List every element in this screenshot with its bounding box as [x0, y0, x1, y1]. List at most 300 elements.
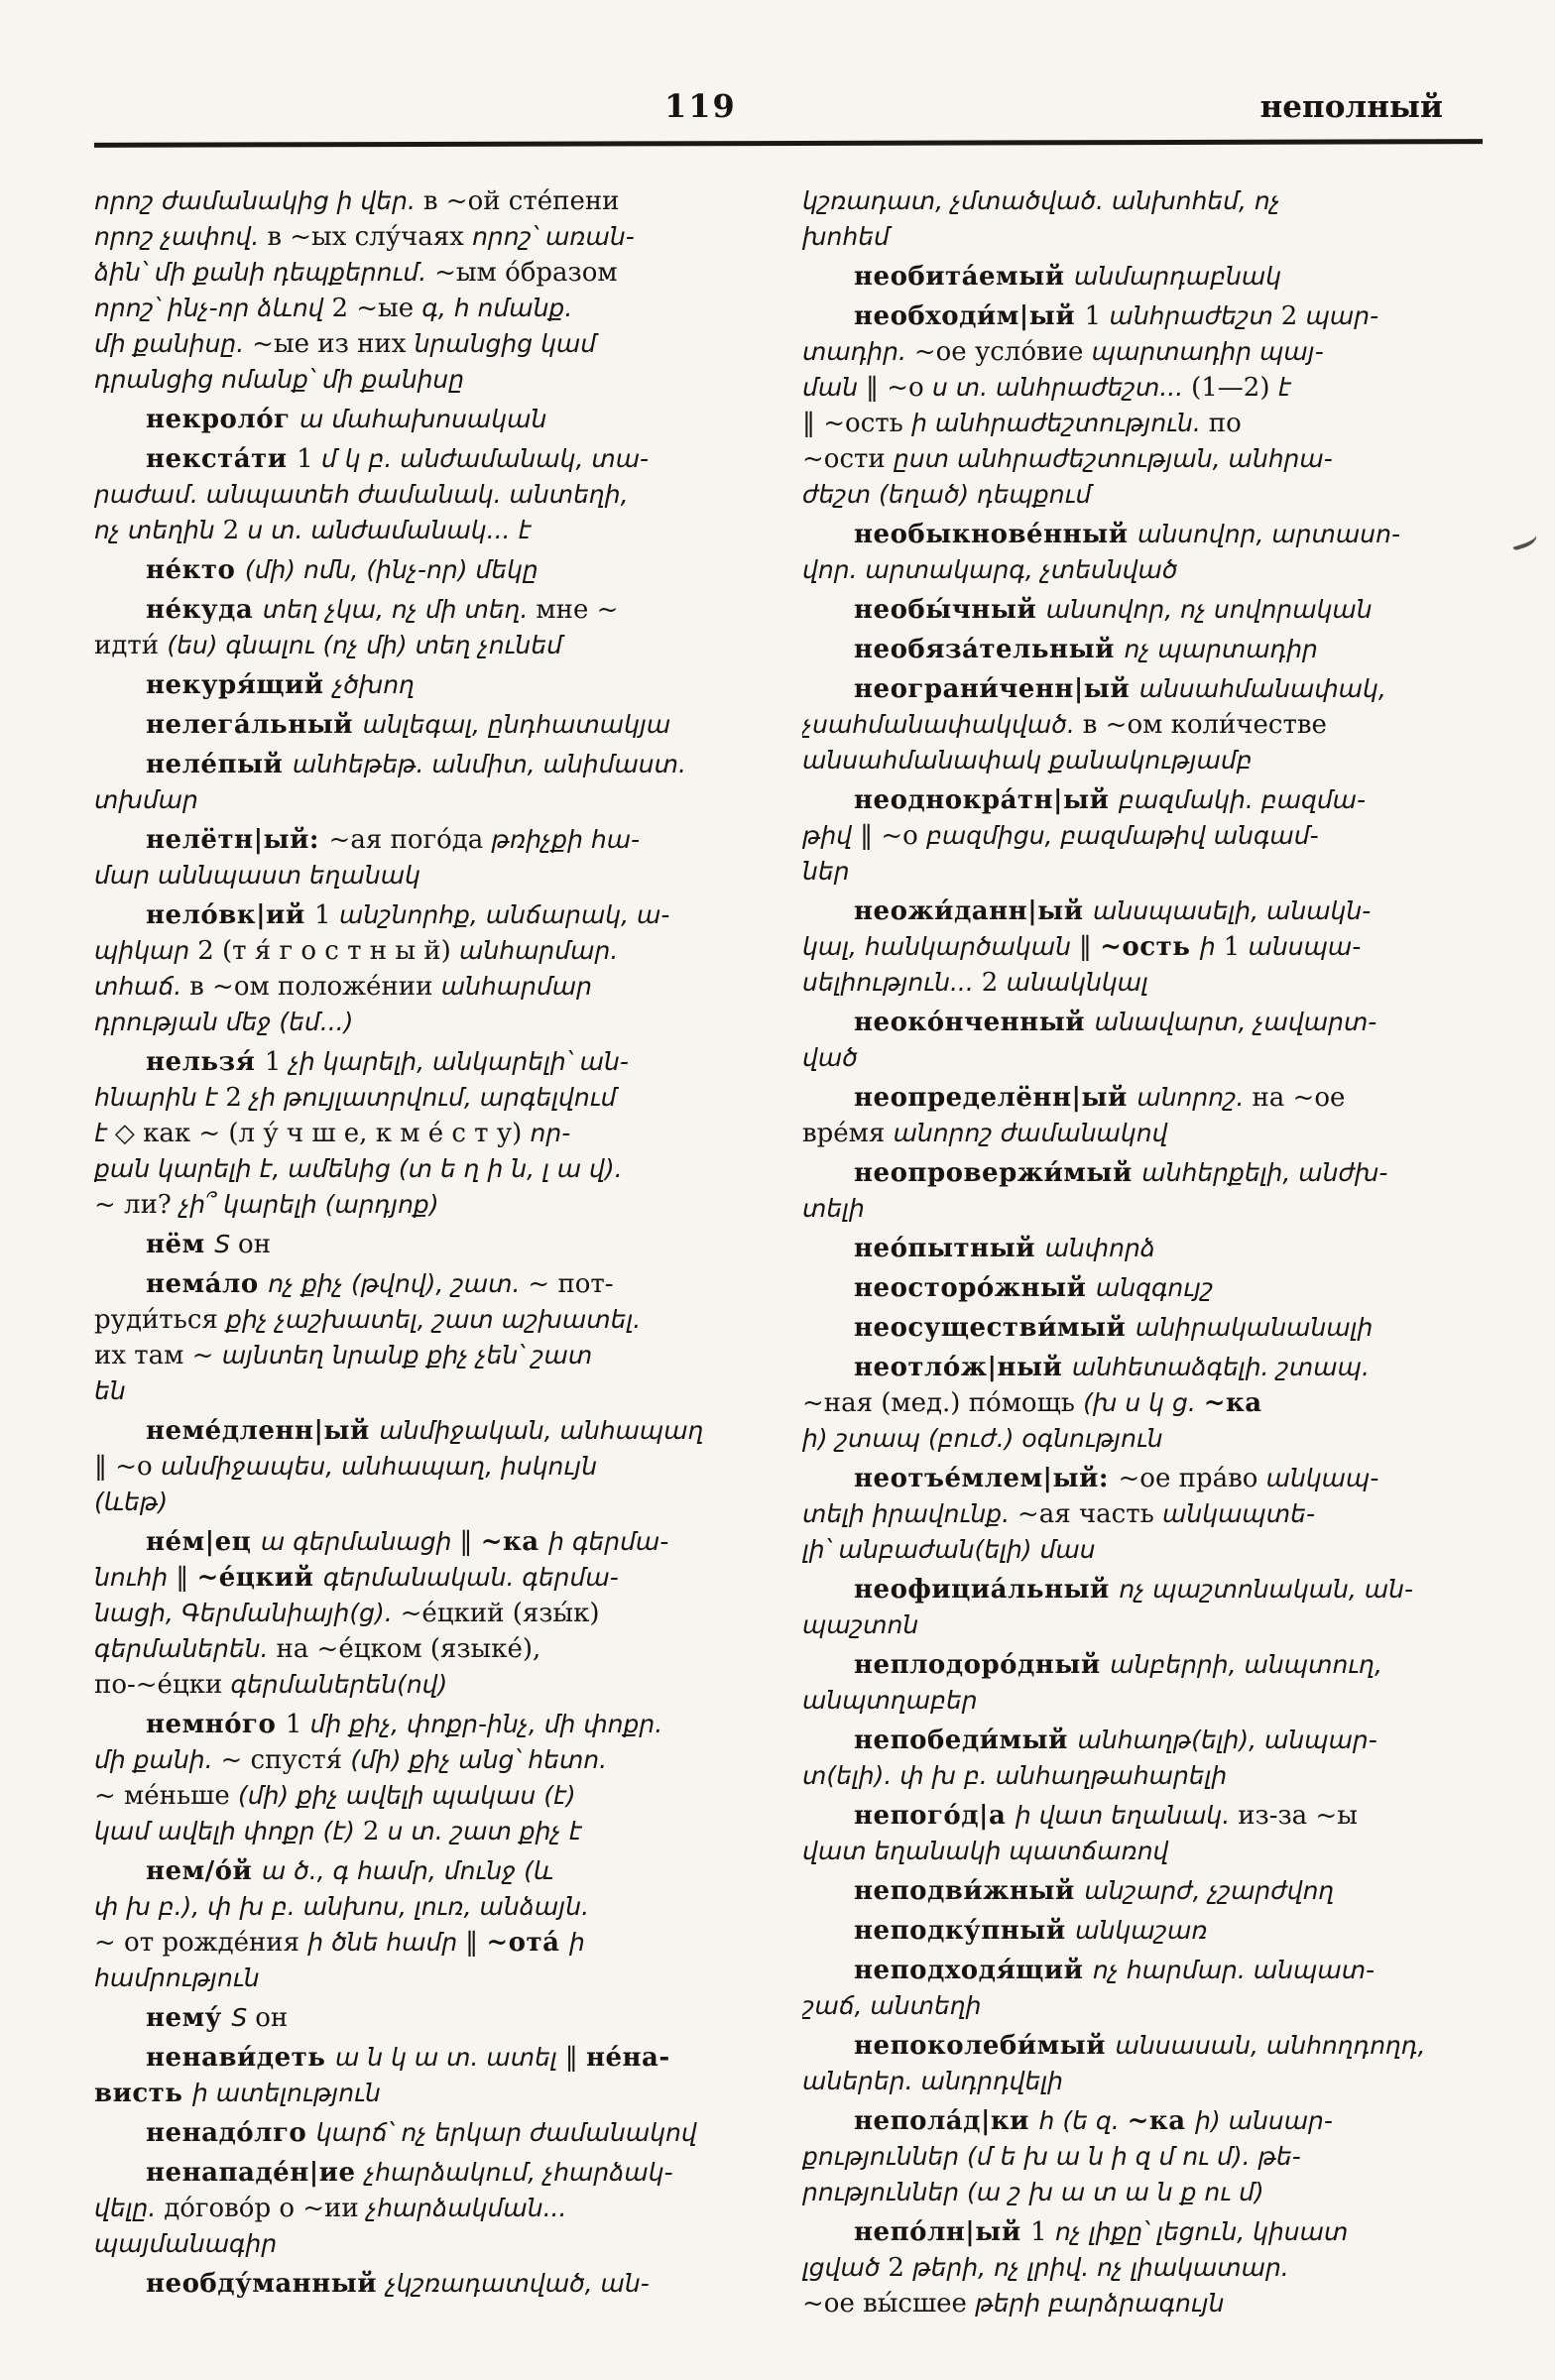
dict-line [802, 370, 1483, 406]
armenian-text: անհերքելի, անժխ- [1141, 1158, 1388, 1187]
armenian-text: մի քանի. [94, 1745, 221, 1774]
headword: необита́емый [854, 262, 1075, 292]
armenian-text: անլեգալ, ընդհատակյա [362, 710, 671, 739]
armenian-text: պայմանագիր [94, 2229, 278, 2258]
armenian-text: (մի) քիչ անց՝ հետո. [350, 1745, 608, 1774]
dict-line [802, 1270, 1483, 1306]
armenian-text: տեղ չկա, ոչ մի տեղ. [262, 595, 537, 624]
dict-line [802, 1155, 1483, 1191]
headword: нело́вк|ий [146, 900, 315, 930]
armenian-text: դրանցից ոմանք՝ մի քանիսը [94, 365, 465, 394]
russian-text: 1 [297, 444, 321, 474]
armenian-text: քան կարելի է, ամենից (տ ե ղ ի ն, լ ա վ). [94, 1154, 623, 1183]
dict-line [94, 2266, 761, 2302]
headword: нема́ло [146, 1269, 269, 1299]
armenian-text: ըստ անհրաժեշտության, անհրա- [893, 444, 1333, 473]
russian-text: на ~ое [1252, 1083, 1346, 1113]
dict-line [94, 2155, 761, 2191]
dict-line [94, 2191, 761, 2226]
dict-line [94, 592, 761, 628]
headword: нельзя́ [146, 1047, 265, 1077]
russian-text: 2 [362, 1817, 388, 1846]
dict-line [94, 1631, 761, 1667]
armenian-text: րաժամ. անպատեհ ժամանակ. անտեղի, [94, 480, 629, 509]
column-left [94, 183, 761, 2321]
dict-line [802, 632, 1483, 667]
headword: ~ота́ [486, 1928, 570, 1958]
armenian-text: տխմար [94, 785, 198, 814]
russian-text: в ~ом положе́нии [189, 972, 441, 1002]
headword: неограни́ченн|ый [854, 674, 1139, 704]
armenian-text: սելիություն... [802, 968, 982, 997]
dict-line [802, 2064, 1483, 2099]
armenian-text: նրանցից կամ [414, 329, 597, 358]
russian-text: ‖ ~о [860, 821, 927, 851]
dict-line [802, 1461, 1483, 1496]
armenian-text: դրության մեջ (եմ...) [94, 1008, 354, 1036]
armenian-text: պիկար [94, 936, 198, 965]
russian-text: по-~е́цки [94, 1670, 231, 1700]
dict-line [802, 592, 1483, 628]
armenian-text: անհրաժեշտ [1109, 301, 1281, 330]
russian-text: руди́ться [94, 1305, 227, 1335]
russian-text: ~ое пра́во [1118, 1464, 1266, 1493]
russian-text: идти́ [94, 631, 168, 660]
dict-line [94, 747, 761, 782]
dict-line [802, 1385, 1483, 1421]
dict-line [802, 1572, 1483, 1607]
armenian-text: չի՞ կարելի (արդյոք) [179, 1190, 439, 1219]
armenian-text: ի) շտապ (բուժ.) օգնություն [802, 1424, 1163, 1453]
armenian-text: անհարմար. [459, 936, 619, 965]
armenian-text: հնարին է [94, 1083, 226, 1112]
dict-line [802, 671, 1483, 707]
armenian-text: մար աննպաստ եղանակ [94, 861, 420, 890]
dict-line [802, 893, 1483, 929]
dict-line [94, 477, 761, 513]
armenian-text: (ևեթ) [94, 1488, 169, 1516]
armenian-text: նացի, Գերմանիայի(ց). [94, 1599, 401, 1627]
armenian-text: տադիր. [802, 337, 914, 366]
russian-text: ‖ [176, 1563, 197, 1593]
armenian-text: հ (ե զ. [1038, 2106, 1128, 2135]
russian-text: ~ спустя́ [220, 1745, 351, 1775]
armenian-text: գերմանական. գերմա- [322, 1563, 619, 1592]
headword: неподходя́щий [854, 1956, 1093, 1985]
dict-line [94, 1814, 761, 1849]
armenian-text: S [214, 1230, 239, 1258]
dict-line [94, 183, 761, 219]
armenian-text: կշռադատ, չմտածված. անխոհեմ, ոչ [802, 186, 1280, 215]
russian-text: 1 [314, 900, 339, 930]
russian-text: ~ от рожде́ния [94, 1928, 308, 1958]
headword: необходи́м|ый [854, 301, 1085, 331]
page-header [94, 87, 1483, 133]
russian-text: ‖ [564, 2043, 586, 2073]
russian-text: ~ пот- [528, 1269, 614, 1299]
russian-text: ‖ [465, 1928, 487, 1958]
russian-text: 2 [225, 1083, 251, 1113]
headword: ненави́деть [146, 2043, 335, 2073]
armenian-text: ի գերմա- [548, 1527, 669, 1556]
russian-text: ~ым о́бразом [434, 258, 618, 288]
armenian-text: ի վատ եղանակ. [1015, 1801, 1239, 1830]
armenian-text: անակնկալ [1006, 968, 1148, 997]
dict-line [802, 1953, 1483, 1988]
armenian-text: չհարձակման... [366, 2194, 567, 2222]
armenian-text: անհաղթ(ելի), անպար- [1077, 1726, 1377, 1754]
armenian-text: տելի իրավունք. [802, 1499, 1018, 1528]
page-number: 119 [664, 87, 737, 125]
dict-line [94, 1853, 761, 1889]
headword: некуря́щий [146, 670, 334, 700]
russian-text: ~ое усло́вие [913, 337, 1092, 367]
armenian-text: S [231, 2003, 256, 2032]
russian-text: 2 [222, 516, 248, 545]
armenian-text: ոչ տեղին [94, 516, 223, 544]
armenian-text: (խ ս կ ց. [1083, 1388, 1204, 1417]
armenian-text: կամ ավելի փոքր (է) [94, 1817, 363, 1845]
dict-line [802, 441, 1483, 477]
russian-text: их там ~ [94, 1341, 222, 1370]
armenian-text: փ խ բ.), փ խ բ. անխոս, լուռ, անձայն. [94, 1892, 590, 1921]
headword: не́на- [585, 2043, 670, 2073]
armenian-text: է [1277, 373, 1291, 402]
headword: висть [94, 2079, 192, 2108]
russian-text: ~е́цкий (язы́к) [400, 1599, 600, 1628]
armenian-text: անսովոր, ոչ սովորական [1045, 595, 1373, 624]
russian-text: он [255, 2003, 289, 2033]
headword: неосторо́жный [854, 1273, 1096, 1303]
dict-line [94, 2115, 761, 2151]
headword: непола́д|ки [854, 2106, 1039, 2136]
dict-line [94, 513, 761, 548]
dict-line [802, 219, 1483, 255]
dict-line [94, 2000, 761, 2036]
armenian-text: տհաճ. [94, 972, 190, 1001]
russian-text: ~ые из них [252, 329, 415, 359]
armenian-text: կալ, հանկարծական [802, 932, 1079, 961]
armenian-text: թերի, ոչ լրիվ. ոչ լիակատար. [912, 2253, 1289, 2282]
dict-line [94, 1778, 761, 1814]
headword: непого́д|а [854, 1801, 1016, 1831]
dict-line [94, 1080, 761, 1116]
armenian-text: ս տ. շատ քիչ է [387, 1817, 582, 1845]
headword: необяза́тельный [854, 635, 1125, 664]
headword: необы́чный [854, 595, 1046, 625]
armenian-text: թերի բարձրագույն [975, 2289, 1225, 2318]
armenian-text: անսպա- [1248, 932, 1362, 961]
headword: не́м|ец [146, 1527, 261, 1557]
dict-line [94, 782, 761, 818]
armenian-text: անմիջական, անհապաղ [379, 1416, 704, 1445]
armenian-text: ա ն կ ա տ. ատել [334, 2043, 565, 2072]
armenian-text: չծխող [333, 670, 416, 699]
dict-line [94, 1707, 761, 1742]
dict-line [94, 326, 761, 362]
dict-line [802, 1834, 1483, 1869]
dict-line [802, 517, 1483, 552]
armenian-text: անորոշ ժամանակով [893, 1119, 1168, 1147]
dict-line [802, 1723, 1483, 1758]
armenian-text: լցված [802, 2253, 889, 2282]
dict-line [94, 2226, 761, 2262]
headword: некроло́г [146, 405, 300, 434]
armenian-text: անսպասելի, անակն- [1093, 896, 1372, 925]
headword: непо́лн|ый [854, 2217, 1031, 2247]
headword: неопровержи́мый [854, 1158, 1142, 1188]
armenian-text: չկշռադատված, ան- [386, 2269, 650, 2298]
armenian-text: մ կ բ. անժամանակ, տա- [320, 444, 650, 473]
dict-line [802, 743, 1483, 778]
armenian-text: (մի) ոմն, (ինչ-որ) մեկը [244, 555, 538, 584]
armenian-text: թռիչքի հա- [491, 825, 641, 854]
dict-line [802, 1532, 1483, 1568]
russian-text: из-за ~ы [1238, 1801, 1358, 1831]
dict-line [94, 291, 761, 326]
dict-line [802, 298, 1483, 334]
dict-line [802, 2286, 1483, 2321]
russian-text: ~ ме́ньше [94, 1781, 238, 1811]
russian-text: в ~ых слу́чаях [267, 222, 473, 252]
armenian-text: անզգույշ [1095, 1273, 1214, 1302]
headword: нео́пытный [854, 1234, 1045, 1263]
headword: немно́го [146, 1710, 286, 1739]
armenian-text: ի անհրաժեշտություն. [911, 409, 1209, 437]
armenian-text: շաճ, անտեղի [802, 1991, 982, 2020]
armenian-text: չի կարելի, անկարելի՝ ան- [289, 1047, 629, 1076]
russian-text: 2 (т я́ г о с т н ы й) [197, 936, 460, 966]
armenian-text: տ(ելի). փ խ բ. անհաղթահարելի [802, 1761, 1228, 1790]
armenian-text: անսասան, անհողդողդ, [1115, 2031, 1426, 2060]
armenian-text: րություններ (ա շ խ ա տ ա ն ք ու մ) [802, 2178, 1264, 2206]
armenian-text: անկապ- [1265, 1464, 1379, 1492]
armenian-text: չի թույլատրվում, արգելվում [250, 1083, 617, 1112]
dict-line [802, 2175, 1483, 2210]
armenian-text: ա գերմանացի [260, 1527, 460, 1556]
armenian-text: անշնորհք, անճարակ, ա- [338, 900, 670, 929]
armenian-text: ա մահախոսական [299, 405, 547, 433]
russian-text: он [238, 1230, 272, 1259]
dict-line [94, 707, 761, 743]
dict-line [94, 1485, 761, 1520]
dict-line [802, 965, 1483, 1001]
dict-line [94, 1524, 761, 1560]
dict-line [802, 259, 1483, 295]
russian-text: ‖ ~ость [802, 409, 912, 438]
armenian-text: այնտեղ նրանք քիչ չեն՝ շատ [221, 1341, 593, 1369]
headword: неопределённ|ый [854, 1083, 1137, 1113]
armenian-text: ս տ. անհրաժեշտ... [931, 373, 1192, 402]
armenian-text: անսահմանափակ, [1138, 674, 1386, 703]
dict-line [94, 362, 761, 398]
headword: ~ка [480, 1527, 549, 1557]
russian-text: по [1208, 409, 1242, 438]
scan-mark [1509, 530, 1538, 550]
dict-line [94, 402, 761, 437]
headword: нем/о́й [146, 1856, 262, 1886]
headword: необду́манный [146, 2269, 387, 2299]
armenian-text: ձին՝ մի քանի դեպքերում. [94, 258, 435, 287]
dict-line [802, 1191, 1483, 1227]
dict-line [802, 1798, 1483, 1834]
armenian-text: չսահմանափակված. [802, 710, 1083, 739]
headword: неоко́нченный [854, 1008, 1095, 1037]
russian-text: 1 [1084, 301, 1110, 331]
armenian-text: անսահմանափակ քանակությամբ [802, 746, 1253, 774]
armenian-text: անավարտ, չավարտ- [1094, 1008, 1377, 1036]
headword: ~ка [1127, 2106, 1196, 2136]
armenian-text: գերմաներեն(ով) [230, 1670, 448, 1699]
dict-line [94, 255, 761, 291]
dict-line [802, 1913, 1483, 1949]
dict-line [94, 1596, 761, 1631]
dict-line [802, 782, 1483, 818]
dict-line [94, 933, 761, 969]
armenian-text: վելը. [94, 2194, 165, 2222]
dict-line [94, 552, 761, 588]
russian-text: ~ная (мед.) по́мощь [802, 1388, 1084, 1418]
headword: ненападе́н|ие [146, 2158, 366, 2188]
headword: неожи́данн|ый [854, 896, 1094, 926]
russian-text: ‖ [459, 1527, 481, 1557]
dict-line [802, 707, 1483, 743]
headword: необыкнове́нный [854, 520, 1138, 549]
dict-line [802, 1647, 1483, 1683]
armenian-text: (մի) քիչ ավելի պակաս (է) [237, 1781, 576, 1810]
dict-line [94, 1925, 761, 1961]
dict-line [802, 1683, 1483, 1719]
dict-line [94, 1187, 761, 1223]
dict-line [94, 667, 761, 703]
dict-line [802, 406, 1483, 441]
russian-text: в ~ой сте́пени [422, 186, 620, 216]
headword: ненадо́лго [146, 2118, 316, 2148]
russian-text: 1 [1030, 2217, 1055, 2247]
dict-line [802, 1310, 1483, 1346]
dict-line [94, 1560, 761, 1596]
headword: неоднокра́тн|ый [854, 785, 1119, 815]
headword: неплодоро́дный [854, 1650, 1111, 1680]
armenian-text: պար- [1305, 301, 1379, 330]
dict-line [802, 1080, 1483, 1116]
russian-text: ~ ли? [94, 1190, 180, 1220]
armenian-text: ի ծնե համր [307, 1928, 466, 1957]
armenian-text: անփորձ [1044, 1234, 1155, 1262]
russian-text: ‖ [1078, 932, 1101, 962]
armenian-text: ոչ պաշտոնական, ան- [1119, 1575, 1414, 1604]
armenian-text: են [94, 1376, 126, 1405]
armenian-text: անհեթեթ. անմիտ, անիմաստ. [292, 750, 686, 778]
armenian-text: վոր. արտակարգ, չտեսնված [802, 555, 1178, 584]
armenian-text: անպտղաբեր [802, 1686, 978, 1715]
dict-line [802, 1005, 1483, 1040]
headword: неосуществи́мый [854, 1313, 1136, 1343]
russian-text: вре́мя [802, 1119, 894, 1148]
dict-line [94, 822, 761, 858]
russian-text: 2 [888, 2253, 913, 2283]
armenian-text: ված [802, 1043, 858, 1072]
dictionary-columns [94, 183, 1483, 2321]
armenian-text: ման [802, 373, 866, 402]
dict-line [94, 1151, 761, 1187]
armenian-text: ա ծ., գ համր, մունջ (և [261, 1856, 554, 1885]
armenian-text: համրություն [94, 1964, 260, 1992]
dict-line [802, 2139, 1483, 2175]
dict-line [94, 1667, 761, 1703]
dict-line [802, 1496, 1483, 1532]
russian-text: 1 [264, 1047, 290, 1077]
dict-line [94, 897, 761, 933]
armenian-text: որոշ ժամանակից ի վեր. [94, 186, 423, 215]
header-rule [94, 139, 1483, 148]
headword: непоколеби́мый [854, 2031, 1116, 2061]
dict-line [802, 1231, 1483, 1266]
armenian-text: լի՝ անբաժան(ելի) մաս [802, 1535, 1096, 1564]
armenian-text: ոչ պարտադիր [1124, 635, 1318, 663]
armenian-text: մի քանիսը. [94, 329, 253, 358]
russian-text: 2 ~ые [331, 294, 422, 323]
armenian-text: վատ եղանակի պատճառով [802, 1837, 1169, 1865]
russian-text: ~ая пого́да [328, 825, 492, 855]
armenian-text: է [94, 1119, 115, 1147]
armenian-text: աներեր. անդրդվելի [802, 2067, 1063, 2095]
headword: неле́пый [146, 750, 293, 779]
russian-text: до́гово́р о ~ии [164, 2194, 367, 2223]
dict-line [94, 1338, 761, 1373]
russian-text: мне ~ [536, 595, 619, 625]
dict-line [94, 2040, 761, 2076]
dict-line [802, 1873, 1483, 1909]
armenian-text: ի [569, 1928, 585, 1957]
dict-line [94, 1266, 761, 1302]
armenian-text: անհարմար [440, 972, 592, 1001]
armenian-text: անբերրի, անպտուղ, [1110, 1650, 1382, 1679]
dict-line [94, 1044, 761, 1080]
russian-text: 2 [1280, 301, 1306, 331]
armenian-text: չհարձակում, չհարձակ- [365, 2158, 673, 2187]
dict-line [94, 1116, 761, 1151]
armenian-text: ի [1199, 932, 1224, 961]
armenian-text: ոչ քիչ (թվով), շատ. [268, 1269, 529, 1298]
armenian-text: ներ [802, 857, 850, 886]
headword: ~ка [1203, 1388, 1262, 1418]
russian-text: ‖ ~о [866, 373, 932, 403]
dict-line [802, 1988, 1483, 2024]
russian-text: ◇ как ~ (л у́ ч ш е, к м е́ с т у) [114, 1119, 531, 1148]
dict-line [802, 477, 1483, 513]
dict-line [94, 1449, 761, 1485]
headword: неотло́ж|ный [854, 1353, 1072, 1382]
dict-line [802, 1116, 1483, 1151]
dict-line [94, 1227, 761, 1262]
armenian-text: որոշ՝ ինչ-որ ձևով [94, 294, 332, 322]
armenian-text: անմարդաբնակ [1074, 262, 1282, 291]
headword: неме́дленн|ый [146, 1416, 380, 1446]
armenian-text: թիվ [802, 821, 861, 850]
headword: ~е́цкий [196, 1563, 323, 1593]
dict-line [94, 2076, 761, 2111]
headword: ~ость [1100, 932, 1200, 962]
dict-line [94, 1373, 761, 1409]
armenian-text: քիչ չաշխատել, շատ աշխատել. [226, 1305, 642, 1334]
armenian-text: գերմաներեն. [94, 1634, 277, 1663]
dict-line [802, 552, 1483, 588]
russian-text: ~ости [802, 444, 894, 474]
headword: неофициа́льный [854, 1575, 1120, 1605]
running-head: неполный [1259, 89, 1443, 125]
armenian-text: պարտադիր պայ- [1091, 337, 1324, 366]
